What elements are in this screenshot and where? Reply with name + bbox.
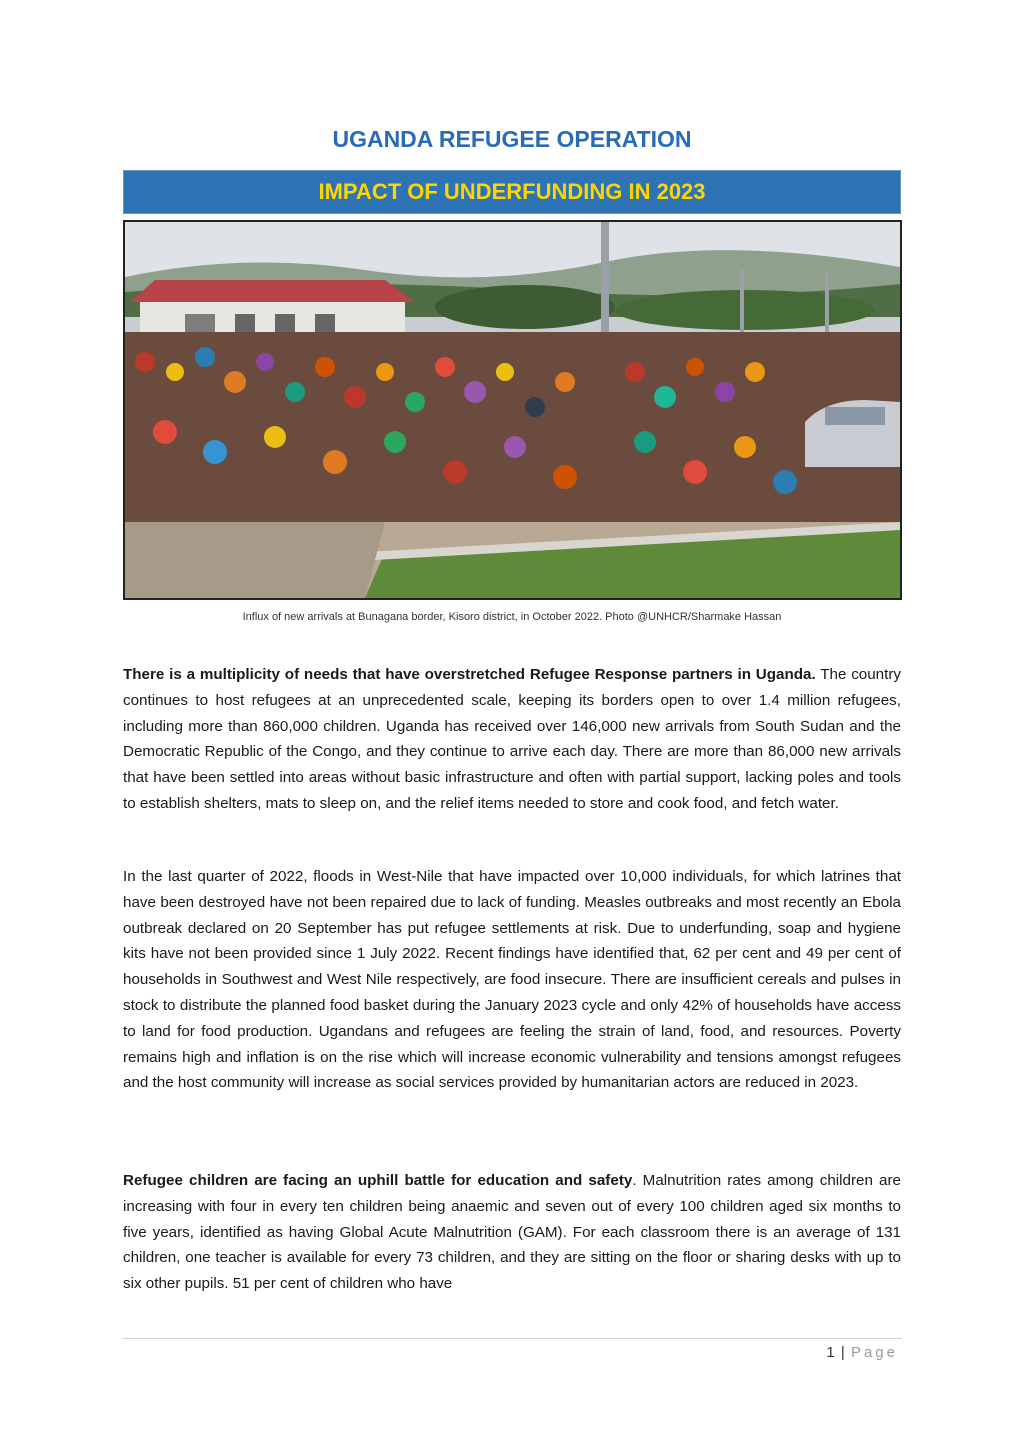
paragraph-lead: There is a multiplicity of needs that have overstretched Refugee Response partners in Uganda. bbox=[123, 666, 816, 683]
banner-text: IMPACT OF UNDERFUNDING IN 2023 bbox=[318, 179, 706, 204]
photo-illustration bbox=[125, 222, 900, 598]
crowd-photo bbox=[123, 220, 902, 600]
page-footer bbox=[826, 1344, 898, 1361]
footer-divider bbox=[123, 1338, 902, 1339]
photo-caption: Influx of new arrivals at Bunagana border, Kisoro district, in October 2022. Photo @UNHCR/Sharmake Hassan bbox=[242, 611, 782, 623]
paragraph-lead: Refugee children are facing an uphill battle for education and safety bbox=[123, 1172, 633, 1189]
page-title: UGANDA REFUGEE OPERATION bbox=[332, 126, 692, 152]
paragraph-needs bbox=[123, 662, 901, 817]
paragraph-body: . Malnutrition rates among children are increasing with four in every ten children being anaemic and seven out of every 100 children aged six months to five years, identified as having Global Acute Malnutrition (GAM). For each classroom there is an average of 131 children, one teacher is available for every 73 children, and they are sitting on the floor or sharing desks with up to six other pupils. 51 per cent of children who have bbox=[123, 1172, 901, 1293]
page-number: 1 bbox=[826, 1344, 836, 1361]
section-banner bbox=[123, 170, 901, 214]
paragraph-body: The country continues to host refugees at an unprecedented scale, keeping its borders open to over 1.4 million refugees, including more than 860,000 children. Uganda has received over 146,000 new arrivals from South Sudan and the Democratic Republic of the Congo, and they continue to arrive each day. There are more than 86,000 new arrivals that have been settled into areas without basic infrastructure and often with partial support, lacking poles and tools to establish shelters, mats to sleep on, and the relief items needed to store and cook food, and fetch water. bbox=[123, 666, 901, 812]
page-label: Page bbox=[850, 1344, 898, 1361]
paragraph-floods bbox=[123, 864, 901, 1096]
paragraph-children bbox=[123, 1168, 901, 1297]
page-separator: | bbox=[840, 1344, 846, 1361]
paragraph-body: In the last quarter of 2022, floods in West-Nile that have impacted over 10,000 individuals, for which latrines that have been destroyed have not been repaired due to lack of funding. Measles outbreaks and most recently an Ebola outbreak declared on 20 September has put refugee settlements at risk. Due to underfunding, soap and hygiene kits have not been provided since 1 July 2022. Recent findings have identified that, 62 per cent and 49 per cent of households in Southwest and West Nile respectively, are food insecure. There are insufficient cereals and pulses in stock to distribute the planned food basket during the January 2023 cycle and only 42% of households have access to land for food production. Ugandans and refugees are feeling the strain of land, food, and resources. Poverty remains high and inflation is on the rise which will increase economic vulnerability and tensions amongst refugees and the host community will increase as social services provided by humanitarian actors are reduced in 2023. bbox=[123, 868, 901, 1092]
